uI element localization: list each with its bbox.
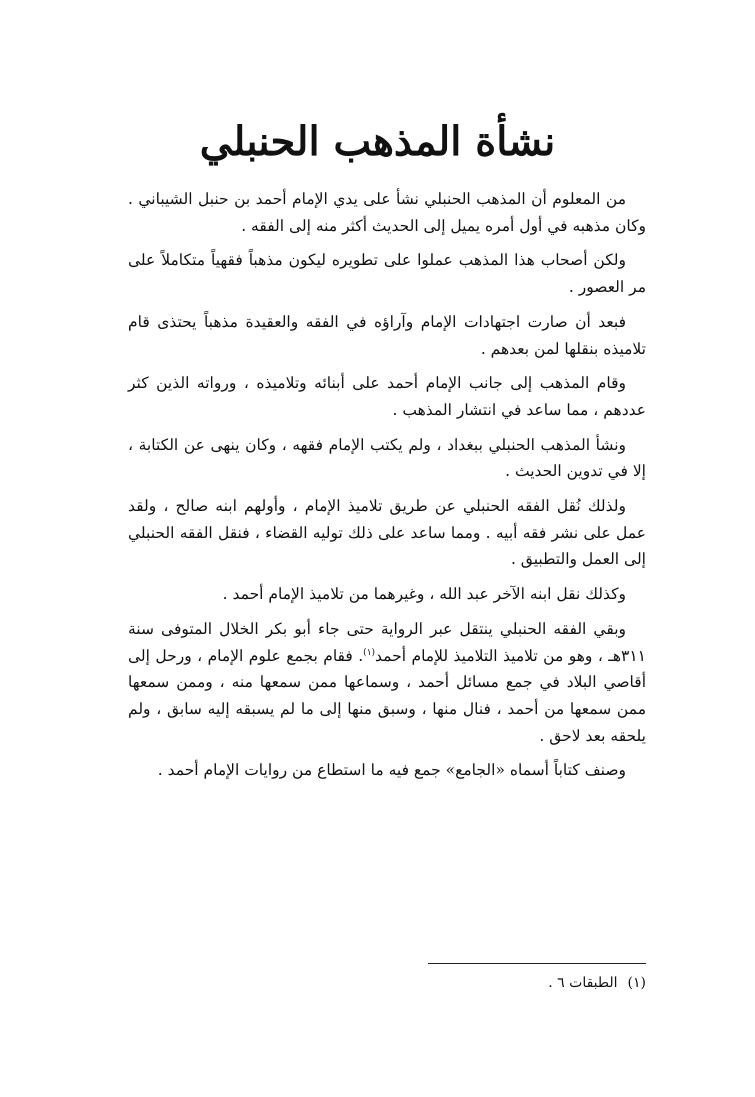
paragraph: وصنف كتاباً أسماه «الجامع» جمع فيه ما استطاع من روايات الإمام أحمد . [157, 761, 626, 780]
paragraph: وكذلك نقل ابنه الآخر عبد الله ، وغيرهما من تلاميذ الإمام أحمد . [222, 585, 626, 604]
paragraph: ونشأ المذهب الحنبلي ببغداد ، ولم يكتب الإمام فقهه ، وكان ينهى عن الكتابة ، إلا في تدوين الحديث . [128, 435, 646, 481]
page-title: نشأة المذهب الحنبلي [199, 118, 556, 165]
paragraph-history [128, 616, 646, 750]
paragraph-history-after: . فقام بجمع علوم الإمام ، ورحل إلى أقاصي البلاد في جمع مسائل أحمد ، وسماعها ممن سمعها منه ، وممن سمعها ممن سمعها من أحمد ، فنال منها ، وسبق منها إلى ما لم يسبقه إليه سابق ، ولم يلحقه بعد لاحق . [128, 646, 646, 745]
body-text [128, 186, 646, 792]
footnote [128, 972, 646, 994]
paragraph-history-before: وبقي الفقه الحنبلي ينتقل عبر الرواية حتى جاء أبو بكر الخلال المتوفى سنة ٣١١هـ ، وهو من تلاميذ التلاميذ للإمام أحمد [128, 619, 646, 665]
paragraph: فبعد أن صارت اجتهادات الإمام وآراؤه في الفقه والعقيدة مذهباً يحتذى قام تلاميذه بنقلها لمن بعدهم . [128, 312, 646, 358]
footnote-divider [428, 963, 646, 964]
paragraph: وقام المذهب إلى جانب الإمام أحمد على أبنائه وتلاميذه ، ورواته الذين كثر عددهم ، مما ساعد في انتشار المذهب . [128, 374, 646, 419]
paragraph: ولذلك نُقل الفقه الحنبلي عن طريق تلاميذ الإمام ، وأولهم ابنه صالح ، ولقد عمل على نشر فقه أبيه . ومما ساعد على ذلك توليه القضاء ، فنقل الفقه الحنبلي إلى العمل والتطبيق . [128, 497, 646, 569]
paragraph: ولكن أصحاب هذا المذهب عملوا على تطويره ليكون مذهباً فقهياً متكاملاً على مر العصور . [128, 251, 646, 297]
footnote-number: (١) [627, 975, 646, 991]
paragraph: من المعلوم أن المذهب الحنبلي نشأ على يدي الإمام أحمد بن حنبل الشيباني . وكان مذهبه في أول أمره يميل إلى الحديث أكثر منه إلى الفقه . [128, 190, 646, 235]
footnote-text: الطبقات ٦ . [548, 975, 618, 991]
footnote-marker[interactable]: (١) [363, 647, 376, 658]
